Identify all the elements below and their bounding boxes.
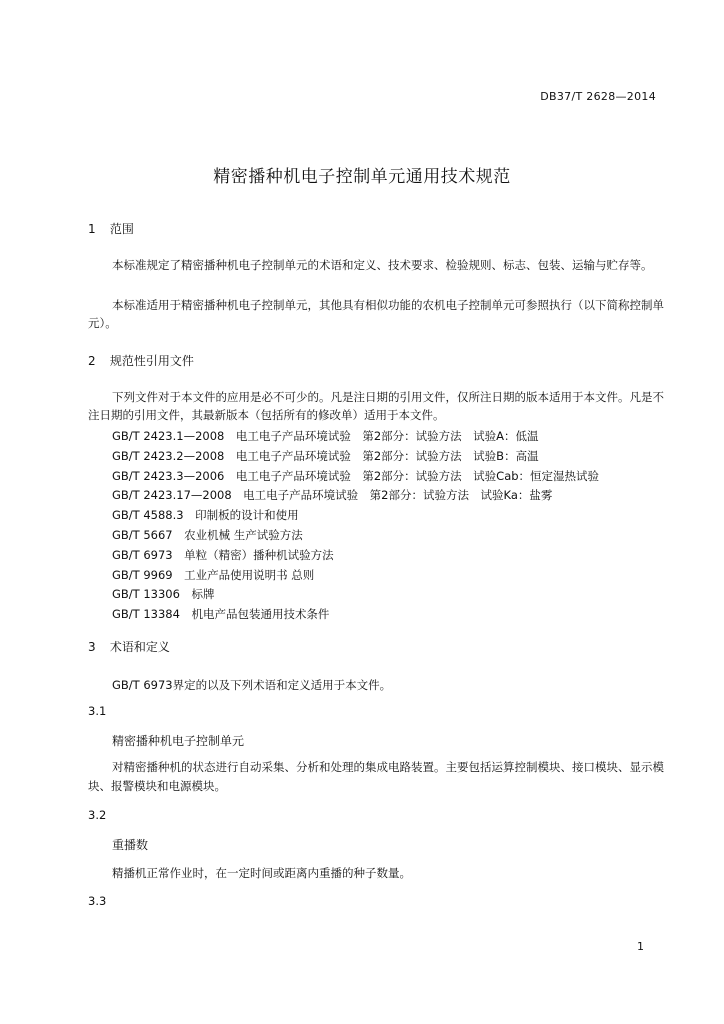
clause-3-2-term: 重播数 bbox=[112, 838, 149, 852]
reference-item: GB/T 5667 农业机械 生产试验方法 bbox=[112, 527, 303, 542]
reference-item: GB/T 6973 单粒（精密）播种机试验方法 bbox=[112, 547, 334, 562]
section-1-paragraph-1: 本标准规定了精密播种机电子控制单元的术语和定义、技术要求、检验规则、标志、包装、运输与贮存等。 bbox=[112, 258, 653, 272]
clause-3-1-number: 3.1 bbox=[88, 704, 107, 718]
section-2-title: 规范性引用文件 bbox=[109, 354, 194, 368]
section-1-paragraph-2: 本标准适用于精密播种机电子控制单元，其他具有相似功能的农机电子控制单元可参照执行（以下简称控制单元）。 bbox=[88, 298, 664, 330]
clause-3-2-number: 3.2 bbox=[88, 808, 107, 822]
reference-item: GB/T 2423.1—2008 电工电子产品环境试验 第2部分：试验方法 试验A：低温 bbox=[112, 429, 539, 443]
section-3-heading bbox=[88, 638, 170, 655]
clause-3-1-definition: 对精密播种机的状态进行自动采集、分析和处理的集成电路装置。主要包括运算控制模块、接口模块、显示模块、报警模块和电源模块。 bbox=[88, 760, 664, 793]
reference-item: GB/T 13306 标牌 bbox=[112, 587, 215, 602]
standard-number: DB37/T 2628—2014 bbox=[540, 90, 656, 103]
section-3-intro: GB/T 6973界定的以及下列术语和定义适用于本文件。 bbox=[112, 678, 392, 692]
document-title: 精密播种机电子控制单元通用技术规范 bbox=[213, 167, 511, 187]
reference-item: GB/T 13384 机电产品包装通用技术条件 bbox=[112, 607, 330, 622]
reference-item: GB/T 2423.17—2008 电工电子产品环境试验 第2部分：试验方法 试验Ka：盐雾 bbox=[112, 488, 553, 503]
reference-item: GB/T 9969 工业产品使用说明书 总则 bbox=[112, 567, 315, 582]
section-1-heading bbox=[88, 220, 134, 237]
section-2-heading bbox=[88, 352, 194, 369]
reference-item: GB/T 2423.2—2008 电工电子产品环境试验 第2部分：试验方法 试验B：高温 bbox=[112, 448, 539, 463]
section-2-number: 2 bbox=[88, 354, 96, 368]
reference-item: GB/T 2423.3—2006 电工电子产品环境试验 第2部分：试验方法 试验Cab：恒定湿热试验 bbox=[112, 468, 600, 483]
section-3-title: 术语和定义 bbox=[109, 640, 170, 654]
section-2-intro: 下列文件对于本文件的应用是必不可少的。凡是注日期的引用文件，仅所注日期的版本适用于本文件。凡是不注日期的引用文件，其最新版本（包括所有的修改单）适用于本文件。 bbox=[88, 390, 664, 422]
section-1-number: 1 bbox=[88, 222, 96, 236]
reference-item: GB/T 4588.3 印制板的设计和使用 bbox=[112, 508, 299, 523]
page-number: 1 bbox=[637, 940, 644, 953]
clause-3-2-definition: 精播机正常作业时，在一定时间或距离内重播的种子数量。 bbox=[112, 866, 411, 880]
section-1-title: 范围 bbox=[109, 222, 134, 236]
normative-reference-list bbox=[112, 427, 599, 625]
section-3-number: 3 bbox=[88, 640, 96, 654]
clause-3-1-term: 精密播种机电子控制单元 bbox=[112, 734, 245, 748]
clause-3-3-number: 3.3 bbox=[88, 894, 107, 908]
